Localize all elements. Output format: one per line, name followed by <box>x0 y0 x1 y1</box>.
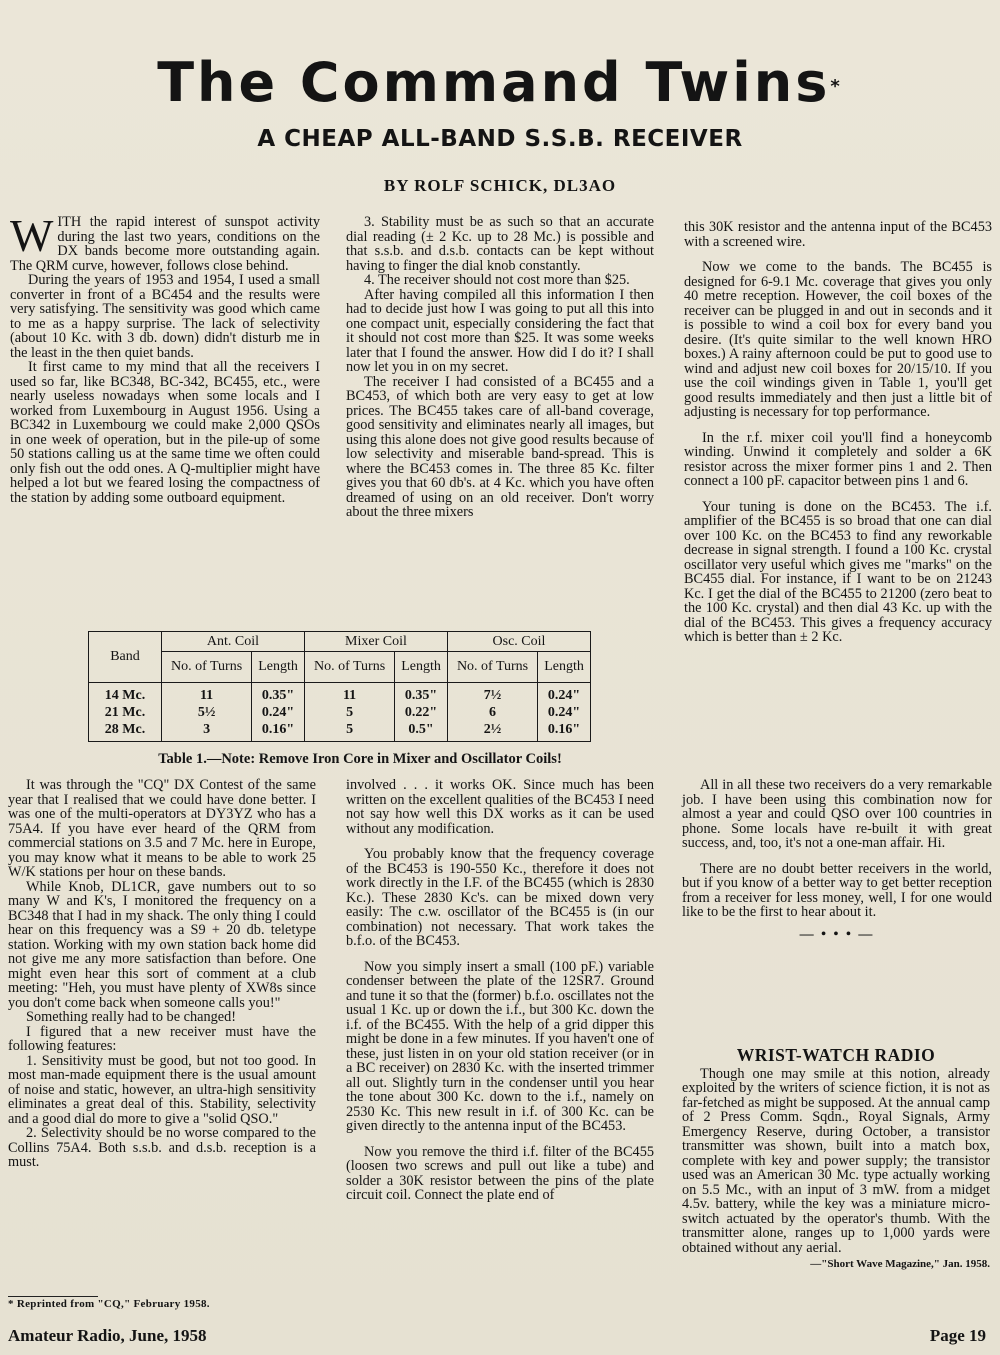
paragraph: While Knob, DL1CR, gave numbers out to so many W and K's, I monitored the frequency on a BC348 that I had in my shack. The only thing I could hear on this frequency was a S9 + 20 db. teletype station. Working with my own station back home did not give me any more satisfaction than before. One might even hear this sort of comment at a club meeting: "Heh, you must have plenty of XW8s since you don't come back when someone calls you!" <box>8 878 316 1011</box>
cell-mix-turns: 5 <box>304 704 394 721</box>
paragraph <box>10 210 320 274</box>
paragraph: 4. The receiver should not cost more than $25. <box>364 272 630 288</box>
paragraph: this 30K resistor and the antenna input of the BC453 with a screened wire. <box>684 219 992 250</box>
paragraph: Now we come to the bands. The BC455 is designed for 6-9.1 Mc. coverage that gives you only 40 metre reception. However, the coil boxes of the receiver can be plugged in and out in seconds and it is possible to wind a coil box for every band you desire. (It's quite similar to the well known HRO boxes.) A rainy afternoon could be put to good use to wind and adjust new coil boxes for 20/15/10. If you use the coil windings given in Table 1, you'll get good results immediately and then just a little bit of adjusting is necessary for top performance. <box>684 259 992 420</box>
paragraph: I figured that a new receiver must have the following features: <box>8 1023 316 1054</box>
cell-ant-length: 0.16" <box>252 721 305 742</box>
column-6 <box>682 778 992 954</box>
header-ant-coil: Ant. Coil <box>162 632 305 652</box>
paragraph: After having compiled all this information I then had to decide just how I was going to put all this into one compact unit, especially considering the fact that it should not cost more than $25. It was some weeks later that I found the answer. How did I do it? I shall now let you in on my secret. <box>346 286 654 375</box>
table-row <box>89 683 591 705</box>
cell-osc-turns: 2½ <box>447 721 537 742</box>
paragraph: Your tuning is done on the BC453. The i.f. amplifier of the BC455 is so broad that one can dial over 100 Kc. on the BC453 to find any reworkable decrease in signal strength. I found a 100 Kc. crystal oscillator very useful which gives me "marks" on the BC455 dial. For instance, if I want to be on 21243 Kc. I get the dial of the BC455 to 21200 (zero beat to the 100 Kc. crystal) and then dial 43 Kc. up with the dial of the BC453. This gives a frequency accuracy which is better than ± 2 Kc. <box>684 498 992 645</box>
cell-ant-turns: 5½ <box>162 704 252 721</box>
source-credit: —"Short Wave Magazine," Jan. 1958. <box>810 1258 990 1270</box>
coil-table-grid <box>88 631 591 742</box>
cell-osc-turns: 6 <box>447 704 537 721</box>
paragraph: It was through the "CQ" DX Contest of the same year that I realised that we could have done better. I was one of the multi-operators at DY3YZ who has a 75A4. If you have ever heard of the QRM from commercial stations on 3.5 and 7 Mc. here in Europe, you may know what it means to be able to work 25 W/K stations per hour on these bands. <box>8 777 316 880</box>
cell-band: 14 Mc. <box>89 683 162 705</box>
coil-table <box>88 631 591 742</box>
footnote-rule <box>8 1296 98 1297</box>
paragraph-text: ITH the rapid interest of sunspot activity during the last two years, conditions on the DX bands become more outstanding again. The QRM curve, however, follows close behind. <box>10 214 320 274</box>
paragraph: Now you remove the third i.f. filter of the BC455 (loosen two screws and pull out like a tube) and solder a 30K resistor between the pins of the plate circuit coil. Connect the plate end of <box>346 1143 654 1203</box>
cell-ant-turns: 3 <box>162 721 252 742</box>
article-subtitle: A CHEAP ALL-BAND S.S.B. RECEIVER <box>257 126 743 152</box>
header-mix-length: Length <box>395 652 448 683</box>
cell-osc-turns: 7½ <box>447 683 537 705</box>
cell-mix-length: 0.35" <box>395 683 448 705</box>
cell-mix-length: 0.5" <box>395 721 448 742</box>
sidebar-article <box>682 1045 990 1272</box>
header-mix-turns: No. of Turns <box>304 652 394 683</box>
article-byline: BY ROLF SCHICK, DL3AO <box>383 176 617 195</box>
paragraph: Now you simply insert a small (100 pF.) variable condenser between the plate of the 12SR7. Ground and tune it so that the (former) b.f.o. oscillates not the usual 1 Kc. up or down the i.f., but 300 Kc. down the i.f. of the BC455. With the help of a grid dipper this might be done in a few minutes. If you haven't one of these, just listen in on your old station receiver (or in a BC receiver) on 2830 Kc. with the inserted trimmer all out. Slightly turn in the condenser until you hear the tone about 300 Kc. down to the i.f., namely on 2530 Kc. This new result in i.f. of 300 Kc. can be given directly to the antenna input of the BC453. <box>346 958 654 1134</box>
table-caption: Table 1.—Note: Remove Iron Core in Mixer and Oscillator Coils! <box>158 751 562 767</box>
paragraph: It first came to my mind that all the receivers I used so far, like BC348, BC-342, BC455, etc., were nearly useless nowadays when some locals and I worked from Luxembourg in August 1956. Using a BC342 in Luxembourg we could make 2,000 QSOs in one week of operation, but in the pile-up of some 50 stations calling us at the same time we often could only fish out the odd ones. A Q-multiplier might have helped a lot but we feared losing the compactness of the station by adding some outboard equipment. <box>10 359 320 506</box>
header-band: Band <box>89 632 162 683</box>
header-mixer-coil: Mixer Coil <box>304 632 447 652</box>
paragraph: There are no doubt better receivers in the world, but if you know of a better way to get better reception from a receiver for less money, well, I for one would like to be the first to hear about it. <box>682 860 992 920</box>
cell-mix-turns: 5 <box>304 721 394 742</box>
header-osc-length: Length <box>538 652 591 683</box>
paragraph: involved . . . it works OK. Since much has been written on the excellent qualities of the BC453 I need not say how well this DX works as it can be used without any modification. <box>346 777 654 837</box>
cell-mix-turns: 11 <box>304 683 394 705</box>
paragraph: 3. Stability must be as such so that an accurate dial reading (± 2 Kc. up to 28 Mc.) is possible and that s.s.b. and d.s.b. contacts can be kept without having to finger the dial knob constantly. <box>346 214 654 274</box>
cell-mix-length: 0.22" <box>395 704 448 721</box>
cell-osc-length: 0.24" <box>538 704 591 721</box>
footnote: * Reprinted from "CQ," February 1958. <box>8 1298 210 1310</box>
sidebar-heading: WRIST-WATCH RADIO <box>736 1045 936 1065</box>
paragraph: 2. Selectivity should be no worse compared to the Collins 75A4. Both s.s.b. and d.s.b. reception is a must. <box>8 1125 316 1170</box>
title-footnote-mark: * <box>830 76 843 97</box>
column-5 <box>346 778 654 1203</box>
paragraph: You probably know that the frequency coverage of the BC453 is 190-550 Kc., therefore it does not work directly in the I.F. of the BC455 (which is 2830 Kc.). These 2830 Kc's. can be mixed down very easily: The c.w. oscillator of the BC455 is (in our combination) not necessary. That work takes the b.f.o. of the BC453. <box>346 846 654 949</box>
cell-osc-length: 0.16" <box>538 721 591 742</box>
cell-ant-length: 0.24" <box>252 704 305 721</box>
paragraph: 1. Sensitivity must be good, but not too good. In most man-made equipment there is the usual amount of noise and static, however, an ultra-high sensitivity eliminates a great deal of this. Stability, selectivity and a good dial do more to give a "solid QSO." <box>8 1052 316 1127</box>
table-row <box>89 704 591 721</box>
paragraph: During the years of 1953 and 1954, I used a small converter in front of a BC454 and the results were very satisfying. The sensitivity was good which came to me as a happy surprise. The lack of selectivity (about 10 Kc. with 3 db. down) didn't disturb me in the least in the then quiet bands. <box>10 272 320 361</box>
paragraph: Something really had to be changed! <box>26 1009 237 1025</box>
section-divider: — • • • — <box>799 926 875 942</box>
cell-ant-length: 0.35" <box>252 683 305 705</box>
article-title <box>0 52 1000 114</box>
column-2 <box>346 215 654 520</box>
page-number: Page 19 <box>929 1326 986 1345</box>
paragraph: In the r.f. mixer coil you'll find a honeycomb winding. Unwind it completely and solder a 6K resistor across the mixer former pins 1 and 2. Then connect a 100 pF. capacitor between pins 1 and 6. <box>684 429 992 489</box>
cell-band: 21 Mc. <box>89 704 162 721</box>
table-row <box>89 721 591 742</box>
column-1 <box>10 210 320 506</box>
header-ant-turns: No. of Turns <box>162 652 252 683</box>
footer-publication: Amateur Radio, June, 1958 <box>8 1326 207 1345</box>
column-3 <box>684 220 992 645</box>
header-ant-length: Length <box>252 652 305 683</box>
cell-osc-length: 0.24" <box>538 683 591 705</box>
cell-ant-turns: 11 <box>162 683 252 705</box>
paragraph: Though one may smile at this notion, already exploited by the writers of science fiction, it is not as far-fetched as might be supposed. At the annual camp of 2 Press Comm. Sqdn., Royal Signals, Army Emergency Reserve, during October, a transistor transmitter was shown, built into a match box, complete with key and power supply; the transistor used was an American 30 Mc. type actually working on 5.5 Mc., with an input of 3 mW. from a midget 4.5v. battery, while the key was a miniature micro-switch actuated by the operator's thumb. With the transmitter alone, ranges up to 1,000 yards were obtained without any aerial. <box>682 1065 990 1256</box>
cell-band: 28 Mc. <box>89 721 162 742</box>
drop-cap: W <box>10 210 54 261</box>
paragraph: All in all these two receivers do a very remarkable job. I have been using this combination now for almost a year and could QSO over 100 countries in phone. Some locals have re-built it with great success, and, too, it's not a one-man affair. Hi. <box>682 777 992 851</box>
header-osc-turns: No. of Turns <box>447 652 537 683</box>
header-osc-coil: Osc. Coil <box>447 632 590 652</box>
column-4 <box>8 778 316 1170</box>
paragraph: The receiver I had consisted of a BC455 and a BC453, of which both are very easy to get at low prices. The BC455 takes care of all-band coverage, good sensitivity and eliminates nearly all images, but using this alone does not give good results because of low selectivity and miserable band-spread. This is where the BC453 comes in. The three 85 Kc. filter gives you that 60 db's. at 4 Kc. which you have often dreamed of using on an old receiver. Don't worry about the three mixers <box>346 373 654 520</box>
article-title-text: The Command Twins <box>157 51 831 114</box>
